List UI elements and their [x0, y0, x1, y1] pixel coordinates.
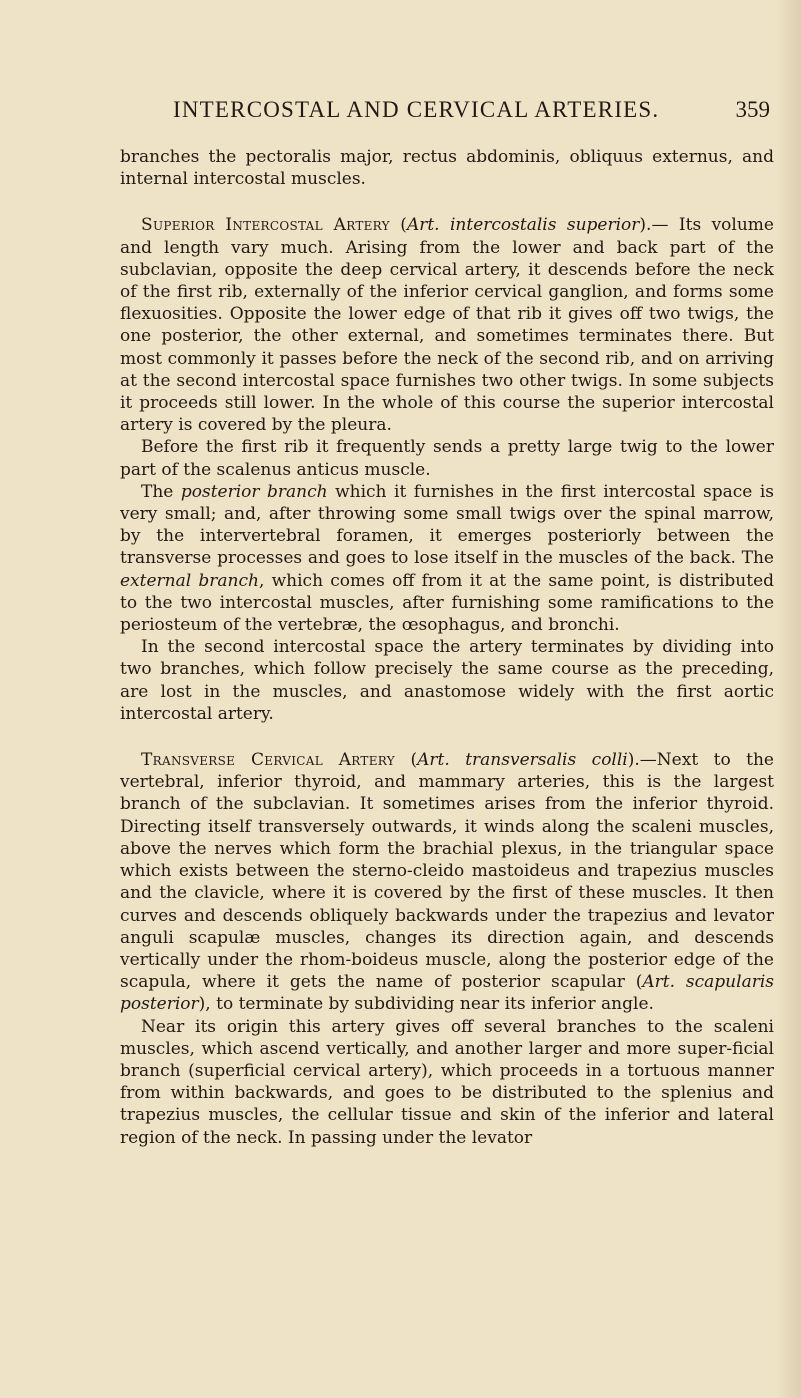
latin-name: Art. transversalis colli	[417, 750, 628, 771]
emphasis-posterior-branch: posterior branch	[180, 481, 328, 502]
paragraph-text: The	[141, 481, 181, 502]
paragraph-text: Before the first rib it frequently sends a pretty large twig to the lower part of the scalenus anticus muscle.	[120, 437, 774, 480]
section-heading: Superior Intercostal Artery	[141, 215, 390, 236]
body-text	[120, 146, 774, 1149]
paragraph-text: Next to the vertebral, inferior thyroid, and mammary arteries, this is the largest branch of the subclavian. It sometimes arises from the inferior thyroid. Directing itself transversely outwards, it winds along the scaleni muscles, above the nerves which form the brachial plexus, in the triangular space which exists between the sterno-cleido mastoideus and trapezius muscles and the clavicle, where it is covered by the first of these muscles. It then curves and descends obliquely backwards under the trapezius and levator anguli scapulæ muscles, changes its direction again, and descends vertically under the rhom-boideus muscle, along the posterior edge of the scapula, where it gets the name of posterior scapular (	[120, 750, 774, 993]
paragraph-text: , which comes off from it at the same point, is distributed to the two intercostal muscles, after furnishing some ramifications to the periosteum of the vertebræ, the œsophagus, and bronchi.	[120, 570, 775, 636]
paragraph	[120, 1016, 774, 1149]
paragraph-continuation	[120, 146, 774, 190]
paragraph-text: Near its origin this artery gives off several branches to the scaleni muscles, which ascend vertically, and another larger and more super-ficial branch (superficial cervical artery), which proceeds in a tortuous manner from within backwards, and goes to be distributed to the splenius and trapezius muscles, the cellular tissue and skin of the inferior and lateral region of the neck. In passing under the levator	[120, 1016, 774, 1148]
paragraph-branches	[120, 481, 774, 636]
paragraph-text: branches the pectoralis major, rectus abdominis, obliquus externus, and internal intercostal muscles.	[120, 147, 774, 190]
paragraph-text: Its volume and length vary much. Arising from the lower and back part of the subclavian, opposite the deep cervical artery, it descends before the neck of the first rib, externally of the inferior cervical ganglion, and forms some flexuosities. Opposite the lower edge of that rib it gives off two twigs, the one posterior, the other external, and sometimes terminates there. But most commonly it passes before the neck of the second rib, and on arriving at the second intercostal space furnishes two other twigs. In some subjects it proceeds still lower. In the whole of this course the superior intercostal artery is covered by the pleura.	[120, 215, 774, 436]
page-number: 359	[735, 97, 770, 122]
section-superior-intercostal-artery: Superior Intercostal Artery (Art. intercostalis superior).— Its volume and length vary much. Arising from the lower and back part of the subclavian, opposite the deep cervical artery, it descends before the neck of the first rib, externally of the inferior cervical ganglion, and forms some flexuosities. Opposite the lower edge of that rib it gives off two twigs, the one posterior, the other external, and sometimes terminates there. But most commonly it passes before the neck of the second rib, and on arriving at the second intercostal space furnishes two other twigs. In some subjects it proceeds still lower. In the whole of this course the superior intercostal artery is covered by the pleura.	[120, 215, 774, 436]
paragraph	[120, 636, 774, 725]
page-header	[120, 97, 770, 131]
latin-name: Art. intercostalis superior	[406, 215, 640, 236]
section-heading: Transverse Cervical Artery	[141, 750, 395, 771]
paragraph-text: ), to terminate by subdividing near its inferior angle.	[198, 994, 654, 1015]
paragraph	[120, 436, 774, 480]
paragraph-text: In the second intercostal space the artery terminates by dividing into two branches, which follow precisely the same course as the preceding, are lost in the muscles, and anastomose widely with the first aortic intercostal artery.	[120, 637, 774, 724]
page-edge-shadow	[775, 0, 801, 1398]
latin-name-scapularis: Art. scapularis posterior	[120, 972, 774, 1015]
section-transverse-cervical-artery: Transverse Cervical Artery (Art. transversalis colli).—Next to the vertebral, inferior thyroid, and mammary arteries, this is the largest branch of the subclavian. It sometimes arises from the inferior thyroid. Directing itself transversely outwards, it winds along the scaleni muscles, above the nerves which form the brachial plexus, in the triangular space which exists between the sterno-cleido mastoideus and trapezius muscles and the clavicle, where it is covered by the first of these muscles. It then curves and descends obliquely backwards under the trapezius and levator anguli scapulæ muscles, changes its direction again, and descends vertically under the rhom-boideus muscle, along the posterior edge of the scapula, where it gets the name of posterior scapular (Art. scapularis posterior), to terminate by subdividing near its inferior angle.	[120, 750, 774, 1015]
emphasis-external-branch: external branch	[120, 570, 259, 591]
running-head: INTERCOSTAL AND CERVICAL ARTERIES.	[173, 97, 660, 122]
paragraph-text: which it furnishes in the first intercostal space is very small; and, after throwing some small twigs over the spinal marrow, by the intervertebral foramen, it emerges posteriorly between the transverse processes and goes to lose itself in the muscles of the back. The	[120, 481, 775, 569]
